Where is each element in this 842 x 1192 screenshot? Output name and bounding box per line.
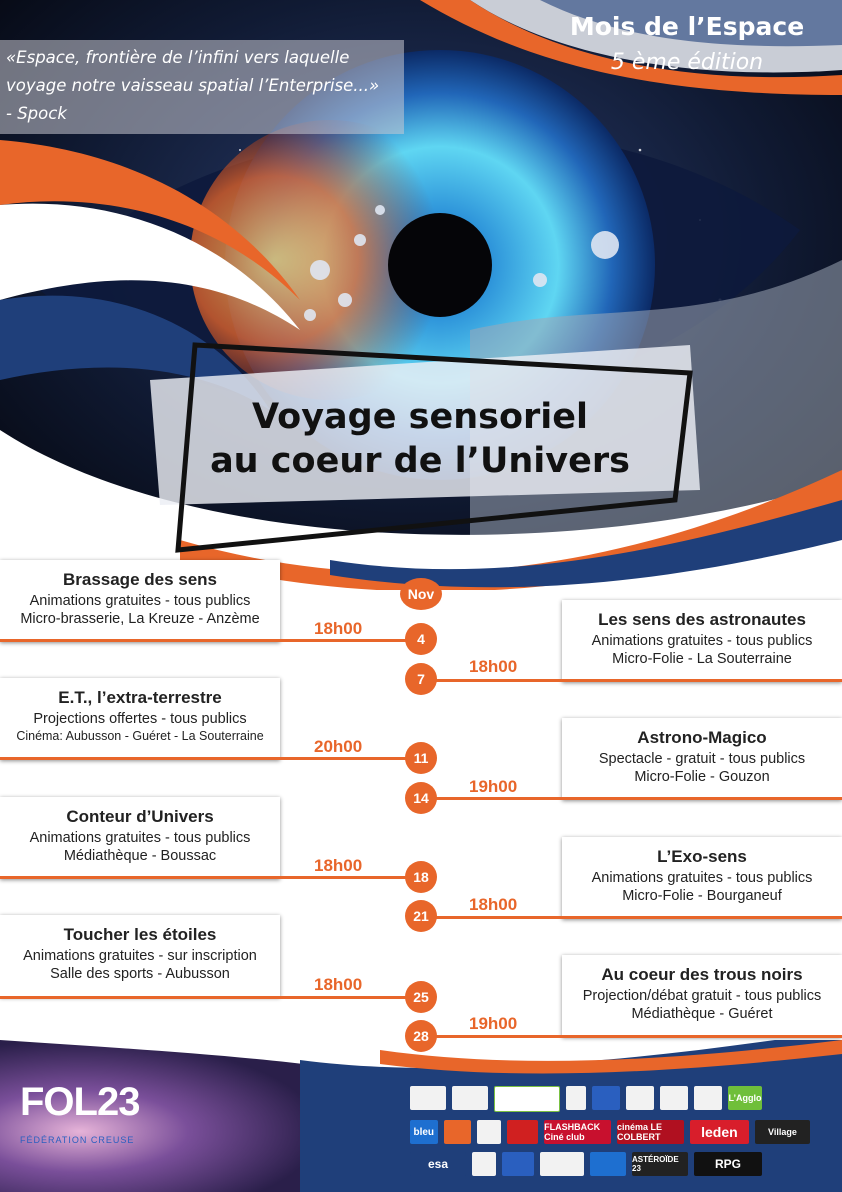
partner-logo [472, 1152, 496, 1176]
event-location: Micro-Folie - Bourganeuf [622, 888, 782, 904]
event-title: L’Exo-sens [657, 847, 747, 866]
event-title: E.T., l’extra-terrestre [58, 688, 222, 707]
partner-logo-row [410, 1152, 810, 1176]
event-card [0, 678, 280, 760]
partner-logo [507, 1120, 538, 1144]
fol23-logo: FOL23 [20, 1080, 140, 1124]
event-title: Conteur d’Univers [66, 807, 214, 826]
event-location: Micro-Folie - La Souterraine [612, 651, 792, 667]
event-details: Animations gratuites - tous publics [591, 633, 813, 649]
event-location: Micro-Folie - Gouzon [634, 769, 770, 785]
event-time: 18h00 [314, 856, 363, 875]
event-location: Médiathèque - Boussac [63, 848, 217, 864]
partner-logo-row [410, 1086, 810, 1112]
partner-logo [540, 1152, 584, 1176]
timeline-line [0, 876, 415, 879]
partner-logos [410, 1086, 810, 1184]
event-details: Animations gratuites - tous publics [29, 830, 251, 846]
event-time: 18h00 [469, 895, 518, 914]
event-day-badge: 28 [405, 1020, 437, 1052]
event-card [562, 837, 842, 919]
partner-logo: bleu [410, 1120, 438, 1144]
event-location: Médiathèque - Guéret [631, 1006, 773, 1022]
event-card [562, 600, 842, 682]
event-title: Au coeur des trous noirs [601, 965, 803, 984]
headline-line: au coeur de l’Univers [210, 441, 630, 481]
event-time: 18h00 [469, 657, 518, 676]
partner-logo: FLASHBACK Ciné club [544, 1120, 611, 1144]
event-time: 18h00 [314, 619, 363, 638]
partner-logo [494, 1086, 560, 1112]
event-day-badge: 21 [405, 900, 437, 932]
event-day-badge: 11 [405, 742, 437, 774]
quote-line: voyage notre vaisseau spatial l’Enterprise...» [6, 76, 380, 95]
partner-logo [502, 1152, 534, 1176]
partner-logo: ASTÉROÏDE 23 [632, 1152, 688, 1176]
partner-logo-row [410, 1120, 810, 1144]
quote-line: «Espace, frontière de l’infini vers laquelle [6, 48, 350, 67]
event-time: 19h00 [469, 777, 518, 796]
edition-label: 5 ème édition [610, 50, 764, 75]
partner-logo: L’Agglo [728, 1086, 762, 1110]
event-location: Salle des sports - Aubusson [50, 966, 230, 982]
fol23-subtitle: FÉDÉRATION CREUSE [20, 1135, 135, 1145]
timeline-line [425, 916, 842, 919]
partner-logo [410, 1086, 446, 1110]
partner-logo [477, 1120, 501, 1144]
event-title: Toucher les étoiles [63, 925, 217, 944]
partner-logo: leden [690, 1120, 749, 1144]
event-time: 18h00 [314, 975, 363, 994]
event-details: Animations gratuites - tous publics [591, 870, 813, 886]
event-details: Animations gratuites - tous publics [29, 593, 251, 609]
timeline-line [0, 996, 415, 999]
event-location: Micro-brasserie, La Kreuze - Anzème [20, 611, 260, 627]
event-details: Spectacle - gratuit - tous publics [598, 751, 806, 767]
event-time: 19h00 [469, 1014, 518, 1033]
partner-logo [694, 1086, 722, 1110]
event-location: Cinéma: Aubusson - Guéret - La Souterraine [16, 729, 264, 743]
event-day-badge: 14 [405, 782, 437, 814]
event-card [0, 915, 280, 997]
partner-logo [660, 1086, 688, 1110]
timeline-line [0, 639, 415, 642]
event-details: Projection/débat gratuit - tous publics [582, 988, 822, 1004]
timeline-line [425, 797, 842, 800]
event-day-badge: 18 [405, 861, 437, 893]
partner-logo [444, 1120, 472, 1144]
quote-author: - Spock [6, 104, 67, 123]
partner-logo: esa [410, 1152, 466, 1176]
event-card [0, 560, 280, 642]
partner-logo: cinéma LE COLBERT [617, 1120, 684, 1144]
partner-logo [590, 1152, 626, 1176]
timeline-line [425, 1035, 842, 1038]
event-title: Astrono-Magico [637, 728, 767, 747]
headline [180, 395, 660, 483]
partner-logo [566, 1086, 586, 1110]
partner-logo [626, 1086, 654, 1110]
hero-illustration [0, 0, 842, 590]
headline-line: Voyage sensoriel [252, 397, 588, 437]
partner-logo: Village [755, 1120, 810, 1144]
event-day-badge: 7 [405, 663, 437, 695]
event-title: Mois de l’Espace [569, 12, 805, 41]
event-title: Les sens des astronautes [598, 610, 806, 629]
event-day-badge: 4 [405, 623, 437, 655]
timeline-line [0, 757, 415, 760]
event-card [562, 718, 842, 800]
event-card [562, 955, 842, 1037]
month-badge: Nov [400, 578, 442, 610]
quote-box [0, 40, 404, 134]
timeline-line [425, 679, 842, 682]
event-title: Brassage des sens [62, 570, 218, 589]
partner-logo [592, 1086, 620, 1110]
partner-logo: RPG [694, 1152, 762, 1176]
event-day-badge: 25 [405, 981, 437, 1013]
event-details: Animations gratuites - sur inscription [23, 948, 257, 964]
partner-logo [452, 1086, 488, 1110]
event-card [0, 797, 280, 879]
event-time: 20h00 [314, 737, 363, 756]
event-details: Projections offertes - tous publics [33, 711, 247, 727]
